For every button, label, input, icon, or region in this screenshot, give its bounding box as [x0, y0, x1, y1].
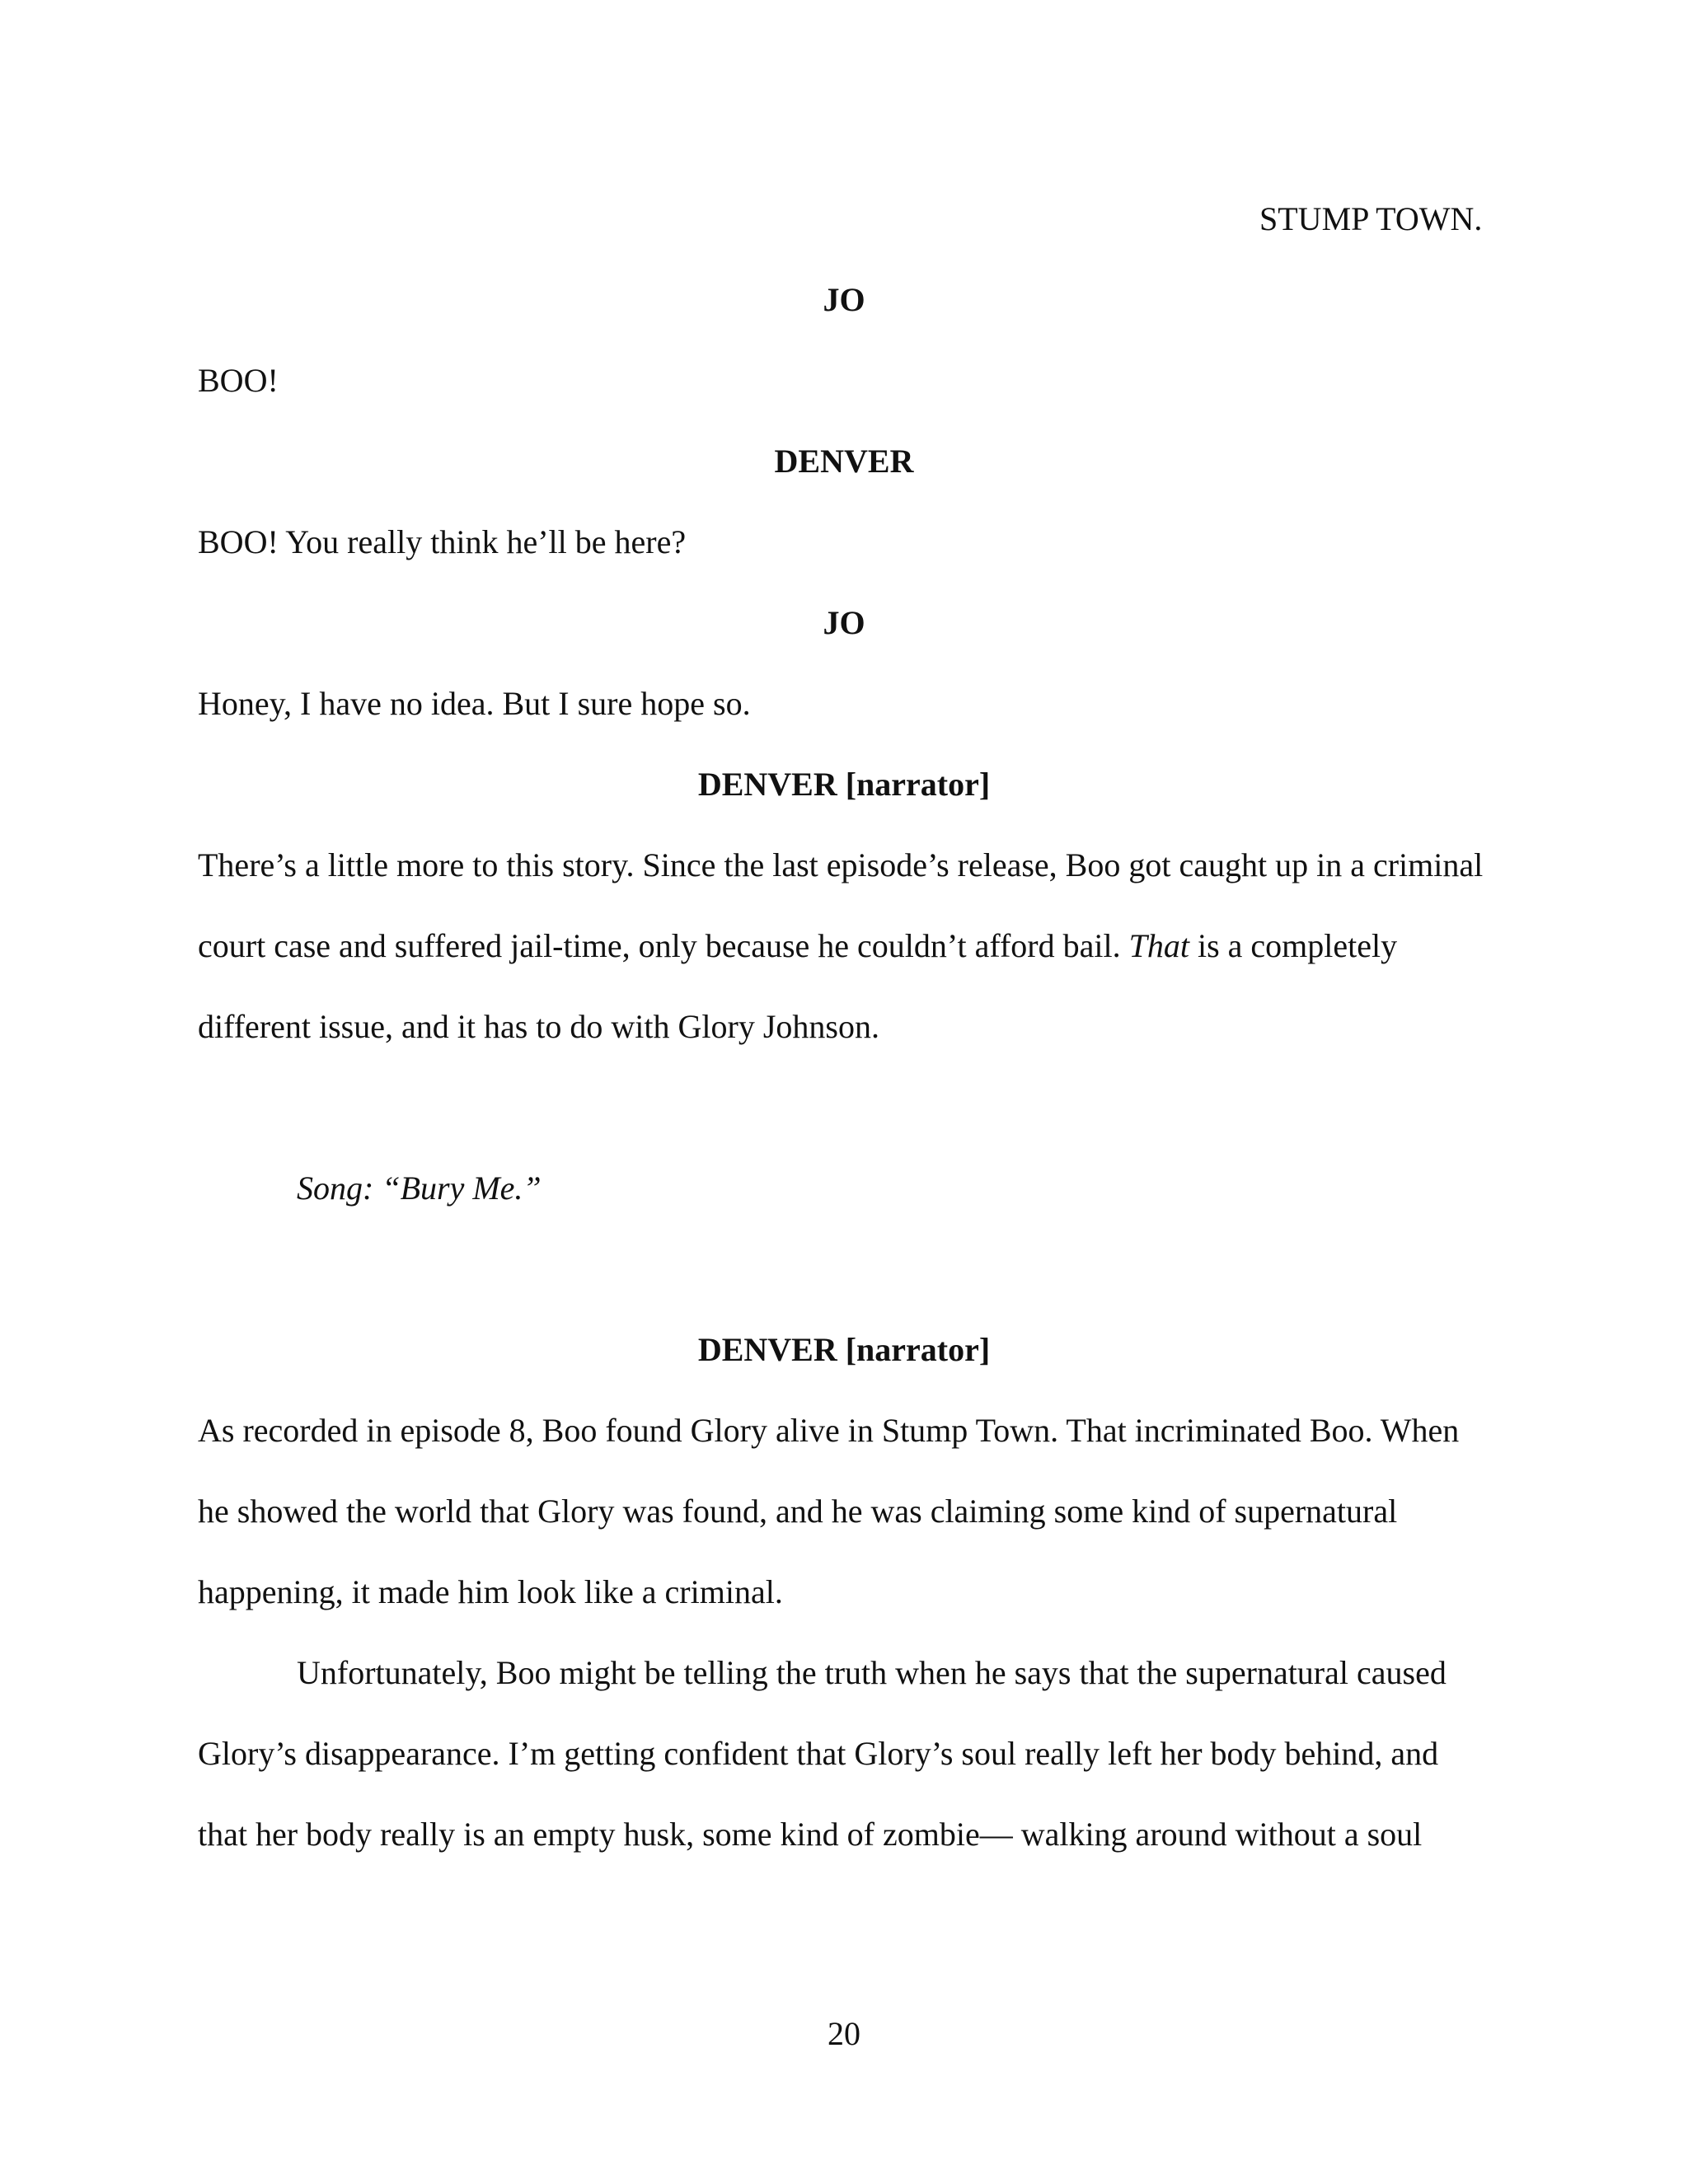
speaker-denver-narrator: DENVER [narrator] [697, 766, 991, 803]
speaker-denver: DENVER [774, 443, 914, 480]
dialogue-line: Honey, I have no idea. But I sure hope so. [198, 685, 751, 722]
narration-line: Unfortunately, Boo might be telling the truth when he says that the supernatural caused [297, 1654, 1447, 1691]
page-number: 20 [828, 2015, 860, 2052]
speaker-jo: JO [823, 604, 865, 641]
emphasis-text: That [1128, 927, 1189, 964]
narration-line [198, 926, 1397, 966]
narration-line: As recorded in episode 8, Boo found Glory alive in Stump Town. That incriminated Boo. When [198, 1412, 1460, 1449]
dialogue-line: BOO! You really think he’ll be here? [198, 523, 687, 560]
narration-line: that her body really is an empty husk, some kind of zombie— walking around without a soul [198, 1816, 1423, 1853]
scene-tail: STUMP TOWN. [1259, 200, 1483, 237]
narration-text: court case and suffered jail-time, only because he couldn’t afford bail. [198, 927, 1129, 964]
narration-line: he showed the world that Glory was found, and he was claiming some kind of supernatural [198, 1493, 1398, 1530]
speaker-denver-narrator: DENVER [narrator] [697, 1331, 991, 1368]
narration-line: There’s a little more to this story. Since the last episode’s release, Boo got caught up in a criminal [198, 846, 1484, 883]
narration-text: is a completely [1189, 927, 1398, 964]
narration-line: Glory’s disappearance. I’m getting confident that Glory’s soul really left her body behind, and [198, 1735, 1439, 1772]
song-cue: Song: “Bury Me.” [297, 1169, 542, 1207]
dialogue-line: BOO! [198, 362, 279, 399]
speaker-jo: JO [823, 281, 865, 318]
narration-line: happening, it made him look like a criminal. [198, 1573, 783, 1610]
narration-line: different issue, and it has to do with Glory Johnson. [198, 1008, 879, 1045]
